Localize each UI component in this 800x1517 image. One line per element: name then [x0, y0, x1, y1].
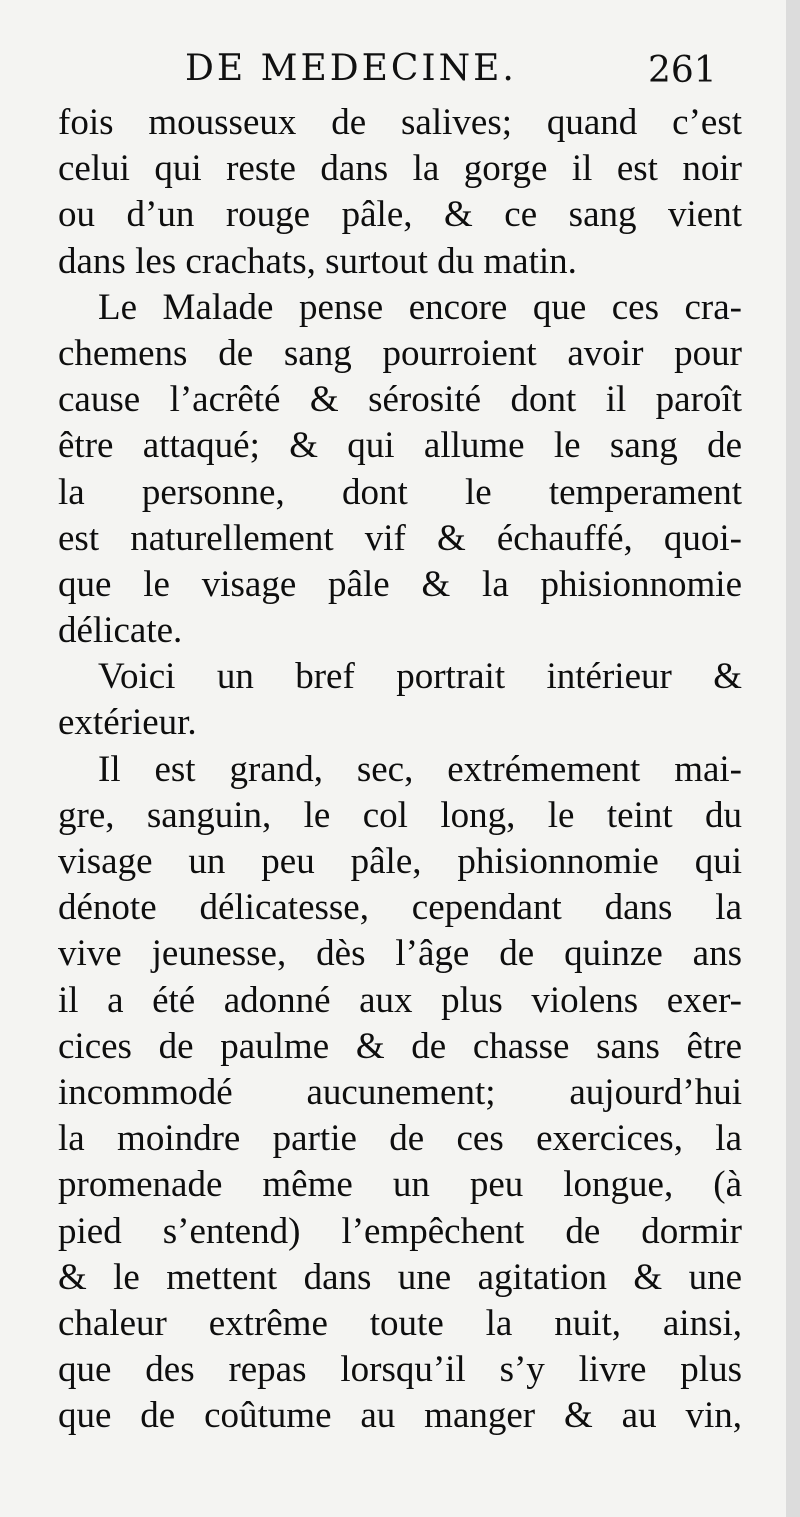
text-line: que des repas lorsqu’il s’y livre plus — [58, 1349, 742, 1391]
text-line: dénote délicatesse, cependant dans la — [58, 887, 742, 929]
text-line: extérieur. — [58, 702, 197, 744]
text-line: la moindre partie de ces exercices, la — [58, 1118, 742, 1160]
text-line: délicate. — [58, 610, 183, 652]
text-line: Voici un bref portrait intérieur & — [98, 656, 742, 698]
body-text — [58, 100, 742, 1439]
text-line: visage un peu pâle, phisionnomie qui — [58, 841, 742, 882]
text-line: fois mousseux de salives; quand c’est — [58, 102, 742, 143]
text-line: est naturellement vif & échauffé, quoi- — [58, 517, 742, 559]
text-line: dans les crachats, surtout du matin. — [58, 240, 577, 282]
text-line: Le Malade pense encore que ces cra- — [98, 286, 742, 328]
text-line: il a été adonné aux plus violens exer- — [58, 979, 742, 1021]
text-line: que de coûtume au manger & au vin, — [58, 1395, 742, 1437]
text-line: & le mettent dans une agitation & une — [58, 1256, 742, 1298]
text-line: ou d’un rouge pâle, & ce sang vient — [58, 194, 742, 236]
text-line: être attaqué; & qui allume le sang de — [58, 425, 742, 467]
running-head: DE MEDECINE. — [185, 48, 517, 89]
page-edge-shadow — [786, 0, 800, 1517]
text-line: la personne, dont le temperament — [58, 471, 742, 513]
text-line: cices de paulme & de chasse sans être — [58, 1025, 742, 1067]
text-line: chemens de sang pourroient avoir pour — [58, 332, 742, 374]
text-line: celui qui reste dans la gorge il est noir — [58, 148, 742, 190]
text-line: promenade même un peu longue, (à — [58, 1164, 742, 1206]
text-line: chaleur extrême toute la nuit, ainsi, — [58, 1302, 742, 1344]
text-line: vive jeunesse, dès l’âge de quinze ans — [58, 933, 742, 975]
text-line: que le visage pâle & la phisionnomie — [58, 563, 742, 605]
text-line: Il est grand, sec, extrémement mai- — [98, 748, 742, 790]
text-line: gre, sanguin, le col long, le teint du — [58, 794, 742, 836]
text-line: pied s’entend) l’empêchent de dormir — [58, 1210, 742, 1252]
text-line: cause l’acrêté & sérosité dont il paroît — [58, 379, 742, 421]
page-number: 261 — [648, 50, 717, 91]
text-line: incommodé aucunement; aujourd’hui — [58, 1071, 742, 1113]
